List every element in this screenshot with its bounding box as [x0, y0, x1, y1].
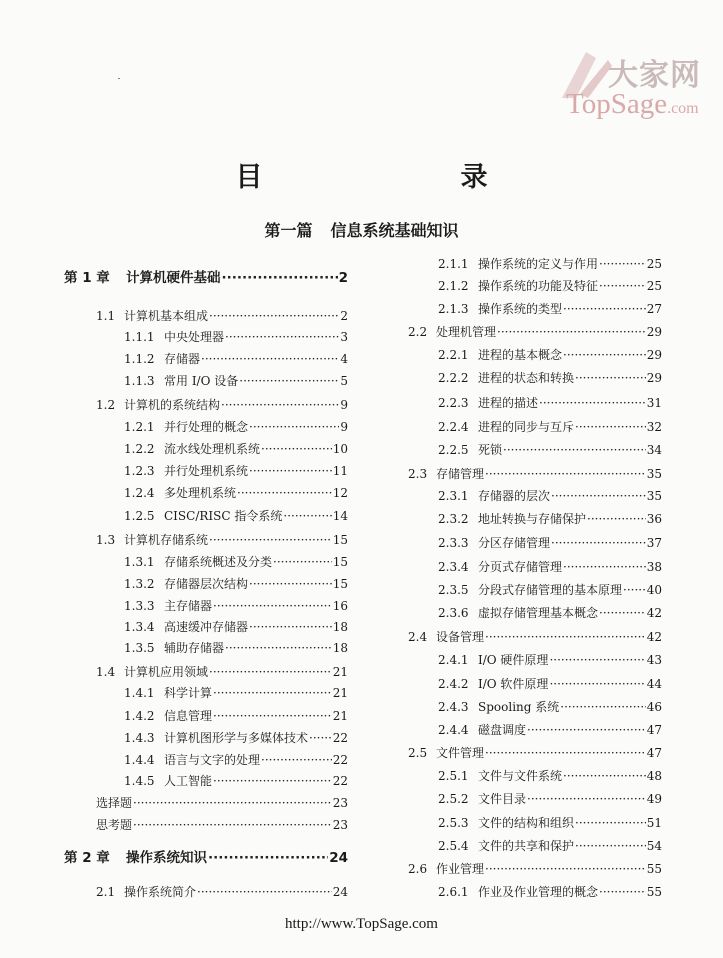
toc-entry-page: 44	[646, 677, 662, 691]
toc-entry	[96, 530, 348, 550]
toc-entry-page: 15	[332, 555, 348, 569]
toc-entry-page: 29	[646, 325, 662, 339]
toc-entry-title: 设备管理	[436, 630, 485, 644]
toc-entry-number: 2.2.1	[438, 348, 469, 362]
toc-entry	[96, 815, 348, 835]
dot-leader	[587, 509, 646, 529]
toc-entry-number: 1.1.1	[124, 330, 155, 344]
toc-entry-title: 存储器	[164, 352, 201, 366]
toc-entry-page: 21	[332, 709, 348, 723]
toc-entry-title: 常用 I/O 设备	[164, 374, 239, 388]
toc-entry-page: 31	[646, 396, 662, 410]
toc-entry-title: 文件与文件系统	[478, 769, 563, 783]
dot-leader	[563, 766, 646, 786]
toc-entry-page: 55	[646, 862, 662, 876]
toc-entry-title: 作业及作业管理的概念	[478, 885, 599, 899]
toc-entry	[438, 836, 662, 856]
toc-entry-page: 40	[646, 583, 662, 597]
toc-entry	[124, 439, 348, 459]
toc-entry-title: 计算机硬件基础	[126, 270, 221, 286]
dot-leader	[239, 371, 339, 391]
toc-entry-title: 磁盘调度	[478, 723, 527, 737]
toc-entry-title: 分页式存储管理	[478, 560, 563, 574]
dot-leader	[133, 815, 332, 835]
dot-leader	[197, 882, 332, 902]
toc-entry	[408, 464, 662, 484]
toc-entry-title: 选择题	[96, 796, 133, 810]
toc-entry	[438, 440, 662, 460]
toc-entry-title: 信息管理	[164, 709, 213, 723]
toc-entry-page: 16	[332, 599, 348, 613]
dot-leader	[201, 349, 339, 369]
toc-entry-number: 2.2.5	[438, 443, 469, 457]
toc-entry-page: 22	[332, 774, 348, 788]
toc-entry-number: 2.2	[408, 325, 428, 339]
toc-entry-page: 29	[646, 348, 662, 362]
toc-entry-page: 27	[646, 302, 662, 316]
toc-entry-title: CISC/RISC 指令系统	[164, 509, 283, 523]
toc-entry-number: 1.4	[96, 665, 116, 679]
dot-leader	[261, 439, 332, 459]
toc-entry	[124, 638, 348, 658]
toc-entry	[96, 662, 348, 682]
toc-entry-page: 9	[340, 420, 348, 434]
dot-leader	[237, 483, 332, 503]
toc-entry-title: 操作系统简介	[124, 885, 197, 899]
dot-leader	[261, 750, 332, 770]
toc-entry-number: 2.3.4	[438, 560, 469, 574]
toc-entry-number: 2.4.3	[438, 700, 469, 714]
dot-leader	[549, 650, 645, 670]
toc-entry-title: 操作系统的类型	[478, 302, 563, 316]
toc-entry-page: 42	[646, 606, 662, 620]
toc-entry	[438, 368, 662, 388]
toc-entry-number: 第 2 章	[64, 850, 110, 866]
toc-entry	[438, 766, 662, 786]
dot-leader	[551, 533, 646, 553]
toc-entry-title: 流水线处理机系统	[164, 442, 261, 456]
dot-leader	[575, 368, 646, 388]
toc-entry-page: 43	[646, 653, 662, 667]
toc-entry-title: 语言与文字的处理	[164, 753, 261, 767]
toc-entry-page: 10	[332, 442, 348, 456]
toc-entry-number: 1.2.2	[124, 442, 155, 456]
toc-entry-number: 1.3.1	[124, 555, 155, 569]
toc-entry	[438, 533, 662, 553]
part-name: 信息系统基础知识	[330, 221, 459, 240]
dot-leader	[133, 793, 332, 813]
dot-leader	[551, 486, 646, 506]
toc-entry-title: 文件的结构和组织	[478, 816, 575, 830]
dot-leader	[575, 417, 646, 437]
toc-entry-page: 9	[340, 398, 348, 412]
watermark-brand-en: TopSage.com	[566, 88, 699, 120]
toc-entry-page: 48	[646, 769, 662, 783]
toc-entry-title: 存储器的层次	[478, 489, 551, 503]
toc-entry	[408, 743, 662, 763]
dot-leader	[283, 506, 331, 526]
toc-entry-number: 2.4	[408, 630, 428, 644]
toc-entry-title: 文件管理	[436, 746, 485, 760]
toc-entry-page: 22	[332, 753, 348, 767]
dot-leader	[575, 836, 646, 856]
toc-entry	[124, 552, 348, 572]
toc-entry-number: 2.5.2	[438, 792, 469, 806]
toc-entry	[438, 720, 662, 740]
toc-entry-number: 1.4.2	[124, 709, 155, 723]
toc-entry	[124, 417, 348, 437]
toc-entry-page: 49	[646, 792, 662, 806]
dot-leader	[485, 743, 646, 763]
toc-entry-number: 1.1	[96, 309, 116, 323]
dot-leader	[560, 697, 645, 717]
toc-entry-number: 1.2.1	[124, 420, 155, 434]
toc-entry-title: 多处理机系统	[164, 486, 237, 500]
dot-leader	[527, 789, 646, 809]
toc-entry-title: 操作系统知识	[126, 850, 207, 866]
toc-entry	[124, 349, 348, 369]
toc-entry-title: 分区存储管理	[478, 536, 551, 550]
toc-entry-page: 34	[646, 443, 662, 457]
toc-entry-title: 地址转换与存储保护	[478, 512, 587, 526]
toc-entry	[438, 580, 662, 600]
dot-leader	[221, 395, 339, 415]
dot-leader	[599, 276, 646, 296]
toc-entry-page: 38	[646, 560, 662, 574]
toc-entry-number: 2.1.1	[438, 257, 469, 271]
toc-entry-number: 1.3.5	[124, 641, 155, 655]
toc-entry-page: 35	[646, 467, 662, 481]
toc-entry-page: 51	[646, 816, 662, 830]
toc-entry	[438, 882, 662, 902]
toc-entry-page: 42	[646, 630, 662, 644]
toc-entry-page: 46	[646, 700, 662, 714]
toc-entry	[438, 276, 662, 296]
dot-leader	[549, 674, 645, 694]
toc-entry-number: 2.6	[408, 862, 428, 876]
toc-entry-title: 计算机应用领域	[124, 665, 209, 679]
toc-entry-title: 进程的描述	[478, 396, 539, 410]
toc-entry-title: 计算机的系统结构	[124, 398, 221, 412]
toc-entry-number: 1.3	[96, 533, 116, 547]
toc-entry-page: 15	[332, 533, 348, 547]
toc-entry-title: 进程的同步与互斥	[478, 420, 575, 434]
toc-entry-page: 2	[338, 270, 348, 286]
toc-entry-page: 18	[332, 620, 348, 634]
toc-entry	[124, 683, 348, 703]
toc-entry-title: I/O 硬件原理	[478, 653, 549, 667]
toc-entry-page: 23	[332, 796, 348, 810]
toc-entry-page: 11	[332, 464, 348, 478]
toc-entry-title: 辅助存储器	[164, 641, 225, 655]
toc-entry	[124, 483, 348, 503]
toc-entry-number: 2.3.5	[438, 583, 469, 597]
footer-url: http://www.TopSage.com	[285, 916, 438, 932]
toc-entry-page: 22	[332, 731, 348, 745]
toc-entry	[96, 882, 348, 902]
dot-leader	[599, 882, 646, 902]
page-title: 目 录	[235, 162, 536, 193]
toc-entry-page: 29	[646, 371, 662, 385]
toc-entry	[124, 461, 348, 481]
toc-entry-title: 操作系统的定义与作用	[478, 257, 599, 271]
dot-leader	[225, 638, 332, 658]
toc-entry-title: 并行处理的概念	[164, 420, 249, 434]
toc-entry-page: 54	[646, 839, 662, 853]
toc-entry	[438, 345, 662, 365]
toc-entry-number: 1.4.3	[124, 731, 155, 745]
toc-entry-number: 2.5.1	[438, 769, 469, 783]
dot-leader	[222, 268, 338, 288]
toc-entry-title: 计算机基本组成	[124, 309, 209, 323]
toc-entry-page: 18	[332, 641, 348, 655]
toc-entry-number: 2.4.4	[438, 723, 469, 737]
toc-entry-number: 2.4.2	[438, 677, 469, 691]
toc-entry-title: 文件的共享和保护	[478, 839, 575, 853]
dot-leader	[563, 345, 646, 365]
toc-entry-number: 1.4.4	[124, 753, 155, 767]
watermark-brand-cn: 大家网	[608, 58, 701, 93]
toc-entry-page: 21	[332, 665, 348, 679]
dot-leader	[209, 530, 332, 550]
toc-entry-number: 2.5.4	[438, 839, 469, 853]
dot-leader	[213, 596, 332, 616]
toc-entry-title: 高速缓冲存储器	[164, 620, 249, 634]
toc-entry-title: 计算机存储系统	[124, 533, 209, 547]
dot-leader	[249, 617, 332, 637]
toc-entry-number: 2.5	[408, 746, 428, 760]
toc-entry	[438, 486, 662, 506]
toc-entry	[124, 506, 348, 526]
toc-entry	[408, 627, 662, 647]
toc-entry-number: 2.2.3	[438, 396, 469, 410]
toc-entry-page: 25	[646, 257, 662, 271]
toc-entry-title: 科学计算	[164, 686, 213, 700]
toc-entry-page: 12	[332, 486, 348, 500]
toc-entry	[438, 674, 662, 694]
toc-entry-number: 2.3.2	[438, 512, 469, 526]
toc-entry-title: 文件目录	[478, 792, 527, 806]
toc-entry-title: I/O 软件原理	[478, 677, 549, 691]
toc-entry-number: 2.3.6	[438, 606, 469, 620]
toc-entry	[438, 697, 662, 717]
toc-entry	[124, 706, 348, 726]
dot-leader	[209, 306, 339, 326]
toc-entry	[438, 393, 662, 413]
toc-entry	[124, 750, 348, 770]
toc-entry-page: 2	[340, 309, 348, 323]
dot-leader	[527, 720, 646, 740]
toc-entry-title: 存储管理	[436, 467, 485, 481]
dot-leader	[273, 552, 332, 572]
dot-leader	[575, 813, 646, 833]
toc-entry	[438, 299, 662, 319]
toc-entry-page: 47	[646, 723, 662, 737]
toc-entry-page: 15	[332, 577, 348, 591]
toc-entry	[438, 509, 662, 529]
toc-entry	[408, 859, 662, 879]
toc-entry	[124, 574, 348, 594]
toc-entry-title: 主存储器	[164, 599, 213, 613]
toc-entry-number: 1.3.3	[124, 599, 155, 613]
toc-entry-page: 32	[646, 420, 662, 434]
toc-entry-number: 1.2	[96, 398, 116, 412]
toc-entry	[124, 728, 348, 748]
toc-entry-number: 1.4.5	[124, 774, 155, 788]
toc-entry	[438, 650, 662, 670]
toc-entry-number: 2.2.2	[438, 371, 469, 385]
toc-entry-number: 2.6.1	[438, 885, 469, 899]
toc-entry	[124, 371, 348, 391]
toc-entry-number: 1.2.4	[124, 486, 155, 500]
dot-leader	[563, 299, 646, 319]
toc-entry-page: 35	[646, 489, 662, 503]
toc-entry	[438, 254, 662, 274]
toc-entry-number: 1.4.1	[124, 686, 155, 700]
toc-entry-title: 存储器层次结构	[164, 577, 249, 591]
dot-leader	[485, 627, 646, 647]
toc-entry-page: 5	[340, 374, 348, 388]
toc-entry-number: 2.5.3	[438, 816, 469, 830]
toc-entry	[124, 596, 348, 616]
toc-entry-title: 进程的基本概念	[478, 348, 563, 362]
toc-entry	[124, 327, 348, 347]
toc-entry	[438, 789, 662, 809]
toc-entry-page: 55	[646, 885, 662, 899]
dot-leader	[503, 440, 646, 460]
toc-entry-title: Spooling 系统	[478, 700, 560, 714]
dot-leader	[485, 464, 646, 484]
dot-leader	[213, 683, 332, 703]
toc-entry-number: 1.2.3	[124, 464, 155, 478]
watermark-logo	[562, 48, 712, 128]
toc-entry-number: 2.3	[408, 467, 428, 481]
toc-entry	[96, 395, 348, 415]
toc-entry	[408, 322, 662, 342]
toc-entry-title: 计算机图形学与多媒体技术	[164, 731, 309, 745]
dot-leader	[249, 574, 332, 594]
toc-entry	[438, 557, 662, 577]
toc-entry-title: 存储系统概述及分类	[164, 555, 273, 569]
toc-entry-number: 1.1.3	[124, 374, 155, 388]
toc-entry-number: 1.1.2	[124, 352, 155, 366]
toc-entry-title: 操作系统的功能及特征	[478, 279, 599, 293]
toc-entry-page: 23	[332, 818, 348, 832]
toc-entry	[96, 306, 348, 326]
toc-entry-title: 进程的状态和转换	[478, 371, 575, 385]
toc-entry-title: 中央处理器	[164, 330, 225, 344]
toc-entry-number: 2.3.3	[438, 536, 469, 550]
dot-leader	[623, 580, 646, 600]
toc-entry-page: 37	[646, 536, 662, 550]
toc-entry-page: 24	[329, 850, 348, 866]
dot-leader	[213, 771, 332, 791]
dot-leader	[249, 461, 332, 481]
dot-leader	[309, 728, 332, 748]
dot-leader	[209, 662, 332, 682]
toc-entry-title: 死锁	[478, 443, 503, 457]
toc-entry	[438, 813, 662, 833]
scan-speck	[118, 78, 120, 79]
toc-entry-title: 人工智能	[164, 774, 213, 788]
toc-entry-title: 并行处理机系统	[164, 464, 249, 478]
toc-entry-page: 3	[340, 330, 348, 344]
toc-entry	[96, 793, 348, 813]
toc-entry-number: 2.1	[96, 885, 116, 899]
toc-entry-number: 2.4.1	[438, 653, 469, 667]
toc-entry-title: 处理机管理	[436, 325, 497, 339]
toc-entry-number: 1.3.4	[124, 620, 155, 634]
toc-entry	[124, 617, 348, 637]
toc-entry-title: 思考题	[96, 818, 133, 832]
dot-leader	[599, 603, 646, 623]
dot-leader	[249, 417, 339, 437]
toc-entry-number: 2.2.4	[438, 420, 469, 434]
toc-entry-page: 36	[646, 512, 662, 526]
dot-leader	[485, 859, 646, 879]
part-heading	[0, 218, 723, 241]
dot-leader	[599, 254, 646, 274]
toc-entry-page: 4	[340, 352, 348, 366]
toc-entry-title: 虚拟存储管理基本概念	[478, 606, 599, 620]
part-number: 第一篇	[264, 221, 313, 240]
toc-entry-number: 2.1.2	[438, 279, 469, 293]
toc-entry	[64, 848, 348, 868]
dot-leader	[213, 706, 332, 726]
dot-leader	[208, 848, 328, 868]
toc-entry	[124, 771, 348, 791]
toc-entry	[438, 417, 662, 437]
toc-entry-page: 14	[332, 509, 348, 523]
toc-entry-title: 作业管理	[436, 862, 485, 876]
toc-entry-page: 25	[646, 279, 662, 293]
toc-entry-number: 2.1.3	[438, 302, 469, 316]
toc-entry-number: 2.3.1	[438, 489, 469, 503]
toc-entry-page: 21	[332, 686, 348, 700]
toc-entry-page: 47	[646, 746, 662, 760]
dot-leader	[225, 327, 339, 347]
toc-entry	[64, 268, 348, 288]
dot-leader	[497, 322, 646, 342]
toc-entry	[438, 603, 662, 623]
toc-entry-page: 24	[332, 885, 348, 899]
toc-entry-number: 1.2.5	[124, 509, 155, 523]
toc-entry-title: 分段式存储管理的基本原理	[478, 583, 623, 597]
dot-leader	[563, 557, 646, 577]
toc-entry-number: 第 1 章	[64, 270, 110, 286]
toc-entry-number: 1.3.2	[124, 577, 155, 591]
dot-leader	[539, 393, 646, 413]
